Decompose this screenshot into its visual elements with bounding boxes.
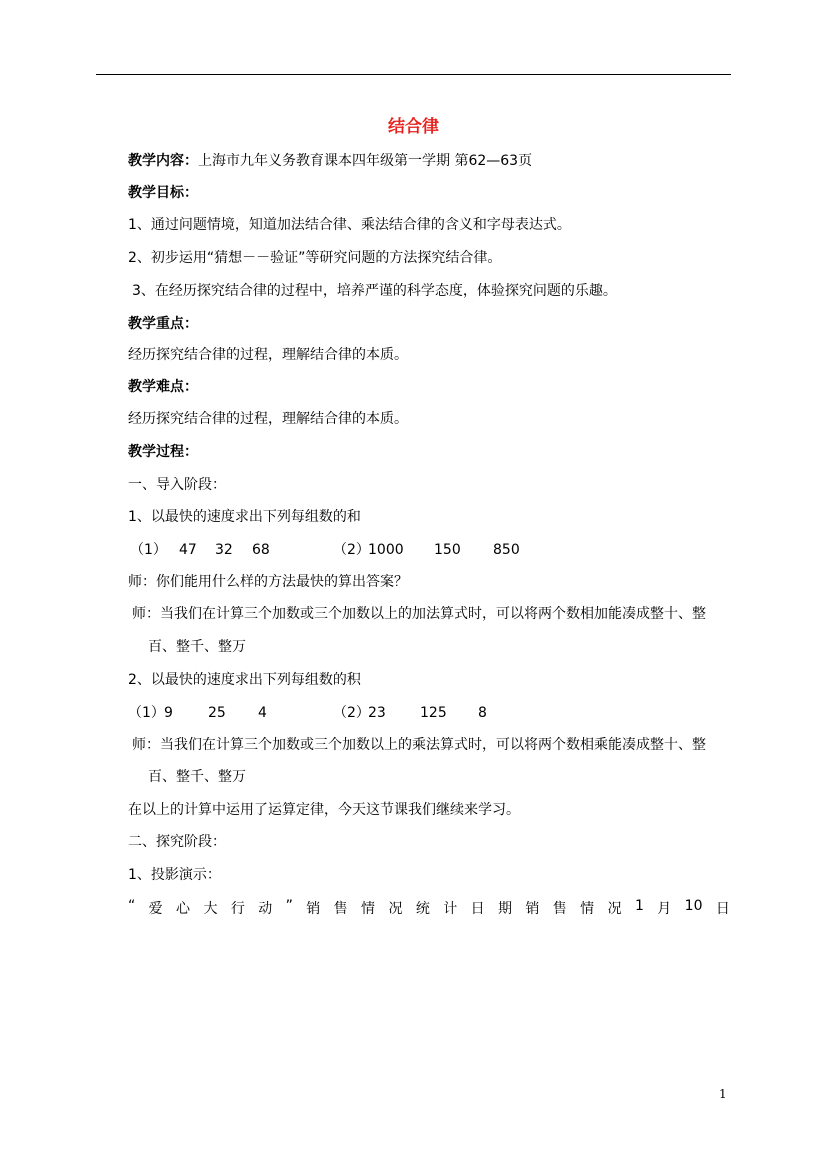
- caption-char: 统: [415, 901, 430, 917]
- caption-char: 心: [176, 901, 191, 917]
- teaching-content: [128, 151, 532, 171]
- caption-char: 大: [203, 901, 218, 917]
- page-number: 1: [719, 1087, 727, 1101]
- q1-set2-num-1: 1000: [368, 542, 404, 558]
- teacher-question: 师：你们能用什么样的方法最快的算出答案？: [128, 574, 408, 590]
- caption-char: “: [128, 898, 136, 914]
- caption-char: 计: [443, 901, 458, 917]
- key-point-text: 经历探究结合律的过程，理解结合律的本质。: [128, 347, 408, 363]
- caption-char: 情: [361, 901, 376, 917]
- caption-char: 动: [258, 901, 273, 917]
- caption-char: 售: [333, 901, 348, 917]
- document-title: 结合律: [388, 117, 439, 137]
- caption-char: 况: [388, 901, 403, 917]
- caption-char: 况: [607, 901, 622, 917]
- sales-table-caption: [128, 898, 730, 918]
- process-heading: 教学过程：: [128, 444, 198, 460]
- teacher-answer-2-line-2: 百、整千、整万: [148, 769, 246, 785]
- teaching-content-text: 上海市九年义务教育课本四年级第一学期 第62—63页: [198, 153, 533, 169]
- goal-item-3: 3、在经历探究结合律的过程中，培养严谨的科学态度，体验探究问题的乐趣。: [132, 283, 617, 299]
- header-rule: [96, 74, 731, 75]
- key-point-heading: 教学重点：: [128, 316, 198, 332]
- q2-set2-num-3: 8: [478, 705, 487, 721]
- q1-set1-label: （1）: [130, 542, 167, 558]
- caption-char: 情: [580, 901, 595, 917]
- caption-char: 销: [306, 901, 321, 917]
- question-2: 2、以最快的速度求出下列每组数的积: [128, 672, 361, 688]
- q1-set2-num-3: 850: [493, 542, 520, 558]
- goal-item-1: 1、通过问题情境，知道加法结合律、乘法结合律的含义和字母表达式。: [128, 217, 571, 233]
- q1-set2-label: （2）: [333, 542, 370, 558]
- difficulty-heading: 教学难点：: [128, 379, 198, 395]
- caption-char: 爱: [148, 901, 163, 917]
- q1-set1-num-2: 32: [215, 542, 233, 558]
- caption-char: 售: [552, 901, 567, 917]
- question-1: 1、以最快的速度求出下列每组数的和: [128, 509, 361, 525]
- stage-1-heading: 一、导入阶段：: [128, 477, 226, 493]
- caption-char: 日: [715, 901, 730, 917]
- difficulty-text: 经历探究结合律的过程，理解结合律的本质。: [128, 411, 408, 427]
- caption-char: 期: [498, 901, 512, 917]
- caption-char: ”: [285, 898, 293, 914]
- q2-set1-num-1: 9: [164, 705, 173, 721]
- teacher-answer-2-line-1: 师：当我们在计算三个加数或三个加数以上的乘法算式时，可以将两个数相乘能凑成整十、整: [132, 737, 706, 753]
- caption-char: 10: [684, 898, 703, 914]
- q1-set2-num-2: 150: [434, 542, 461, 558]
- teacher-answer-1-line-1: 师：当我们在计算三个加数或三个加数以上的加法算式时，可以将两个数相加能凑成整十、整: [132, 606, 706, 622]
- q2-set1-label: （1）: [128, 705, 165, 721]
- q2-set2-num-2: 125: [420, 705, 447, 721]
- caption-char: 日: [470, 901, 485, 917]
- summary-text: 在以上的计算中运用了运算定律，今天这节课我们继续来学习。: [128, 802, 520, 818]
- q2-set2-num-1: 23: [368, 705, 386, 721]
- caption-char: 行: [230, 901, 245, 917]
- stage-2-heading: 二、探究阶段：: [128, 834, 226, 850]
- q2-set1-num-2: 25: [208, 705, 226, 721]
- caption-char: 1: [634, 898, 644, 914]
- q1-set1-num-1: 47: [179, 542, 197, 558]
- teacher-answer-1-line-2: 百、整千、整万: [148, 639, 246, 655]
- q1-set1-num-3: 68: [252, 542, 270, 558]
- caption-char: 销: [525, 901, 540, 917]
- goals-heading: 教学目标：: [128, 185, 198, 201]
- q2-set2-label: （2）: [333, 705, 370, 721]
- caption-char: 月: [657, 901, 672, 917]
- teaching-content-label: 教学内容：: [128, 153, 198, 169]
- goal-item-2: 2、初步运用“猜想－－验证”等研究问题的方法探究结合律。: [128, 250, 502, 266]
- q2-set1-num-3: 4: [258, 705, 267, 721]
- demo-heading: 1、投影演示：: [128, 867, 221, 883]
